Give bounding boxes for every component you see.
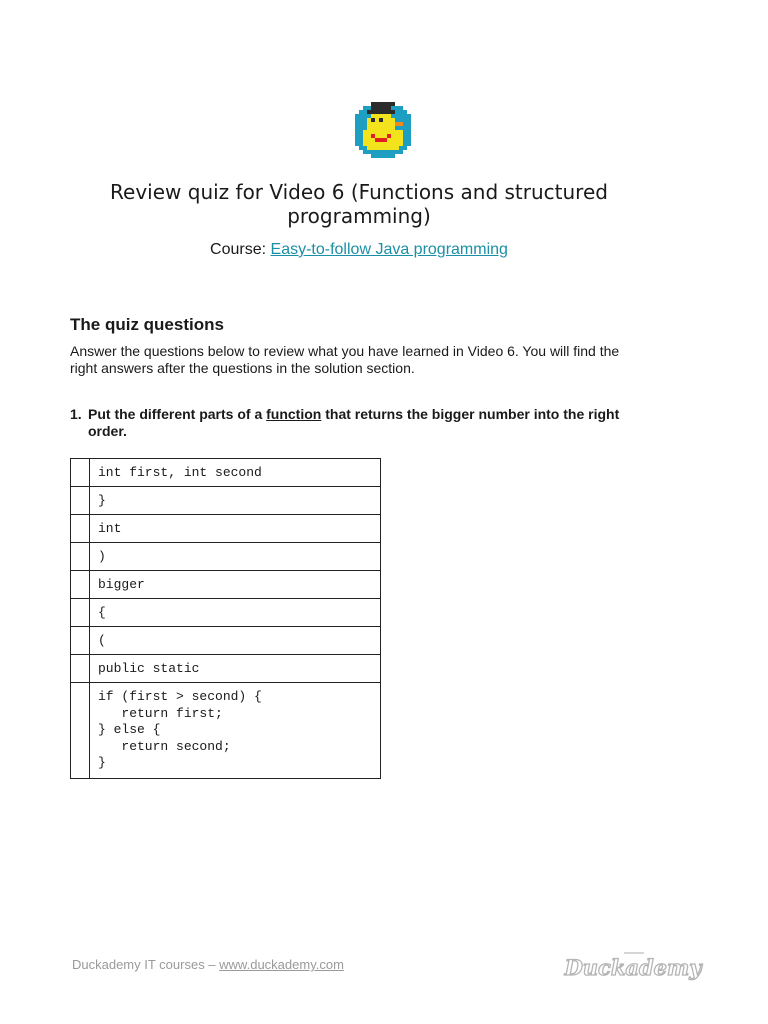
part-cell: int first, int second xyxy=(90,459,381,487)
parts-table xyxy=(70,458,381,779)
table-row xyxy=(71,543,381,571)
footer-link[interactable]: www.duckademy.com xyxy=(219,957,344,972)
order-cell[interactable] xyxy=(71,543,90,571)
part-cell: ) xyxy=(90,543,381,571)
order-cell[interactable] xyxy=(71,599,90,627)
question-text-underlined: function xyxy=(266,406,322,422)
course-label: Course: xyxy=(210,241,271,258)
brand-wordmark: Duckademy xyxy=(564,955,702,980)
title-line-1: Review quiz for Video 6 (Functions and structured xyxy=(110,180,608,204)
order-cell[interactable] xyxy=(71,683,90,779)
order-cell[interactable] xyxy=(71,627,90,655)
table-row xyxy=(71,571,381,599)
order-cell[interactable] xyxy=(71,571,90,599)
question-text-after: that returns the bigger number into the right order. xyxy=(88,406,620,439)
title-line-2: programming) xyxy=(287,204,431,228)
question-text-before: Put the different parts of a xyxy=(88,406,267,422)
section-heading: The quiz questions xyxy=(70,315,224,334)
part-cell: ( xyxy=(90,627,381,655)
duck-logo-icon xyxy=(355,102,411,158)
order-cell[interactable] xyxy=(71,487,90,515)
table-row xyxy=(71,655,381,683)
table-row xyxy=(71,459,381,487)
part-cell xyxy=(90,683,381,779)
part-cell: public static xyxy=(90,655,381,683)
table-row xyxy=(71,627,381,655)
question-1 xyxy=(70,406,660,440)
table-row xyxy=(71,487,381,515)
part-cell: bigger xyxy=(90,571,381,599)
course-line xyxy=(100,240,618,260)
question-text xyxy=(88,406,660,440)
table-row xyxy=(71,599,381,627)
part-cell: { xyxy=(90,599,381,627)
part-cell: } xyxy=(90,487,381,515)
footer xyxy=(72,957,344,972)
order-cell[interactable] xyxy=(71,515,90,543)
intro-paragraph: Answer the questions below to review what you have learned in Video 6. You will find the right answers after the questions in the solution section. xyxy=(70,343,620,376)
page-title xyxy=(100,180,618,228)
course-link[interactable]: Easy-to-follow Java programming xyxy=(270,241,508,258)
table-row xyxy=(71,683,381,779)
footer-text: Duckademy IT courses – xyxy=(72,957,220,972)
order-cell[interactable] xyxy=(71,655,90,683)
order-cell[interactable] xyxy=(71,459,90,487)
brand-logo xyxy=(564,948,702,984)
code-block: if (first > second) { return first; } else { return second; } xyxy=(98,689,262,771)
table-row xyxy=(71,515,381,543)
question-number: 1. xyxy=(70,406,82,422)
part-cell: int xyxy=(90,515,381,543)
